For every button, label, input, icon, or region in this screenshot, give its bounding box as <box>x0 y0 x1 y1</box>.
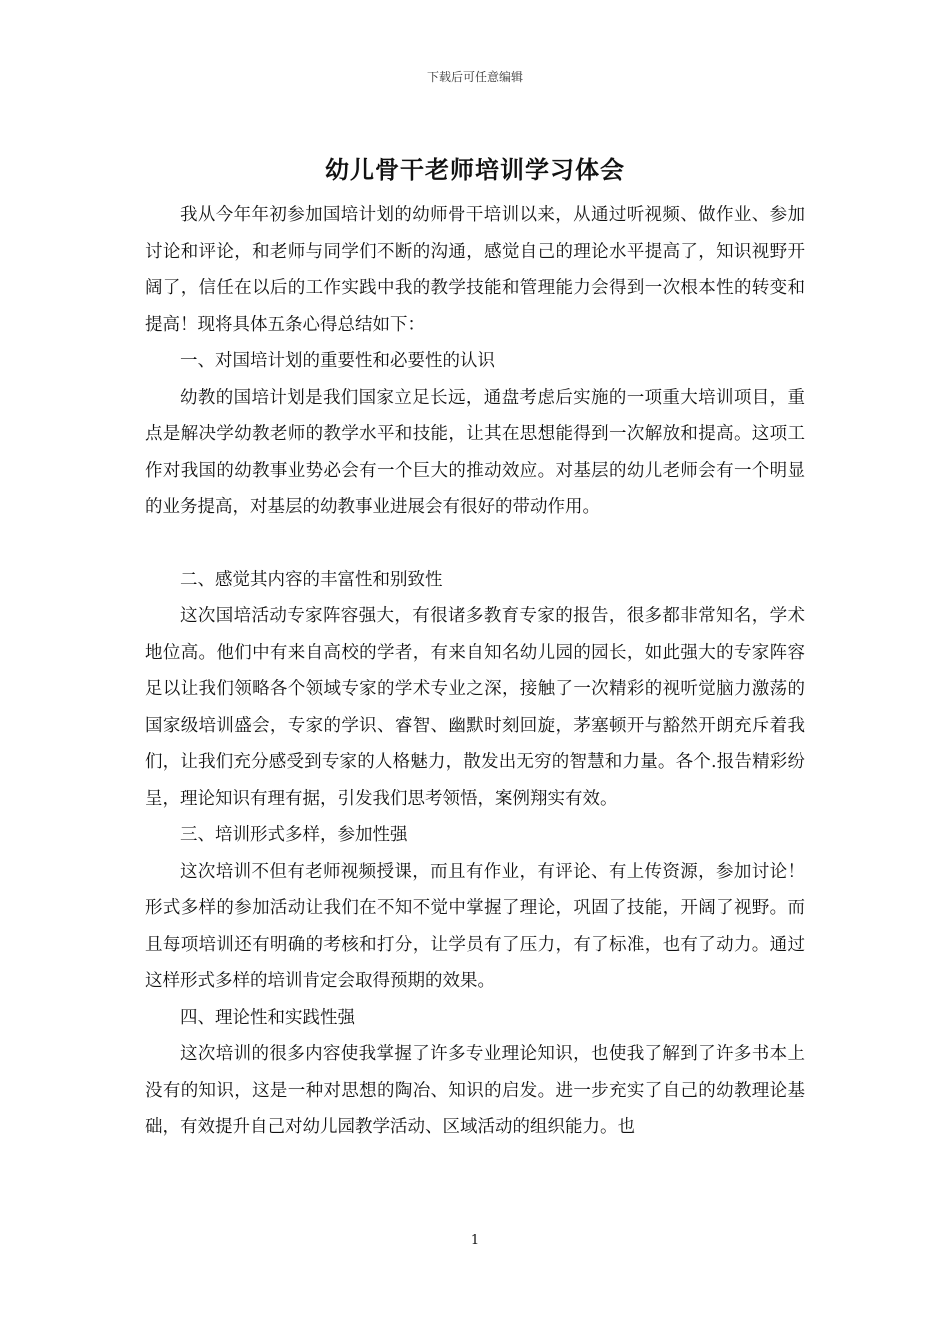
section-heading-1: 一、对国培计划的重要性和必要性的认识 <box>180 351 495 371</box>
blank-line <box>145 526 805 562</box>
section-paragraph-3: 这次培训不但有老师视频授课，而且有作业，有评论、有上传资源，参加讨论！形式多样的参加活动让我们在不知不觉中掌握了理论，巩固了技能，开阔了视野。而且每项培训还有明确的考核和打分，让学员有了压力，有了标准，也有了动力。通过这样形式多样的培训肯定会取得预期的效果。 <box>145 861 805 991</box>
section-paragraph-1: 幼教的国培计划是我们国家立足长远，通盘考虑后实施的一项重大培训项目，重点是解决学幼教老师的教学水平和技能，让其在思想能得到一次解放和提高。这项工作对我国的幼教事业势必会有一个巨大的推动效应。对基层的幼儿老师会有一个明显的业务提高，对基层的幼教事业进展会有很好的带动作用。 <box>145 387 805 517</box>
section-heading-3: 三、培训形式多样，参加性强 <box>180 825 408 845</box>
section-paragraph-4: 这次培训的很多内容使我掌握了许多专业理论知识，也使我了解到了许多书本上没有的知识，这是一种对思想的陶冶、知识的启发。进一步充实了自己的幼教理论基础，有效提升自己对幼儿园教学活动、区域活动的组织能力。也 <box>145 1044 805 1137</box>
intro-paragraph: 我从今年年初参加国培计划的幼师骨干培训以来，从通过听视频、做作业、参加讨论和评论，和老师与同学们不断的沟通，感觉自己的理论水平提高了，知识视野开阔了，信任在以后的工作实践中我的教学技能和管理能力会得到一次根本性的转变和提高！现将具体五条心得总结如下： <box>145 205 805 335</box>
section-heading-4: 四、理论性和实践性强 <box>180 1007 355 1028</box>
section-heading-2: 二、感觉其内容的丰富性和别致性 <box>180 569 443 590</box>
document-body <box>145 197 805 1146</box>
section-paragraph-2: 这次国培活动专家阵容强大，有很诸多教育专家的报告，很多都非常知名，学术地位高。他们中有来自高校的学者，有来自知名幼儿园的园长，如此强大的专家阵容足以让我们领略各个领域专家的学术专业之深，接触了一次精彩的视听觉脑力激荡的国家级培训盛会，专家的学识、睿智、幽默时刻回旋，茅塞顿开与豁然开朗充斥着我们，让我们充分感受到专家的人格魅力，散发出无穷的智慧和力量。各个.报告精彩纷呈，理论知识有理有据，引发我们思考领悟，案例翔实有效。 <box>145 606 805 809</box>
page-number: 1 <box>470 1233 480 1248</box>
header-note: 下载后可任意编辑 <box>426 70 523 84</box>
document-title: 幼儿骨干老师培训学习体会 <box>325 155 625 184</box>
